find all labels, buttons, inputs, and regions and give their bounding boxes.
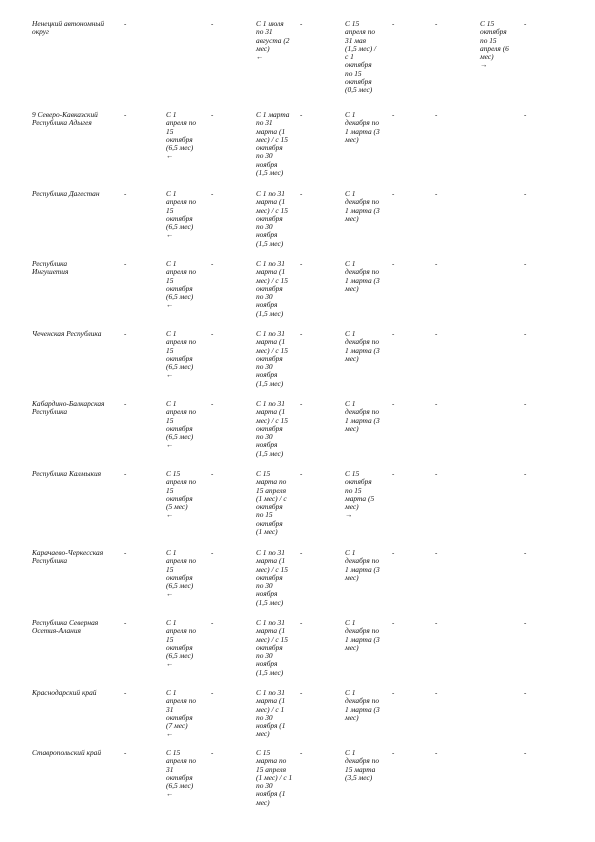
- dash-marker: -: [124, 689, 127, 697]
- period-cell-2: С 1 по 31 марта (1 мес) / с 15 октября по 30 ноября (1,5 мес): [256, 399, 288, 458]
- dash-marker: -: [392, 330, 395, 338]
- dash-marker: -: [124, 330, 127, 338]
- dash-marker: -: [392, 190, 395, 198]
- dash-marker: -: [524, 111, 527, 119]
- dash-marker: -: [524, 260, 527, 268]
- dash-marker: -: [392, 749, 395, 757]
- period-cell-3: С 15 апреля по 31 мая (1,5 мес) / с 1 октября по 15 октября (0,5 мес): [345, 19, 377, 95]
- period-cell-3: С 1 декабря по 1 марта (3 мес): [345, 110, 380, 144]
- period-cell-1: С 15 апреля по 15 октября (5 мес) ←: [166, 469, 197, 520]
- period-cell-1: С 1 апреля по 15 октября (6,5 мес) ←: [166, 110, 197, 161]
- dash-marker: -: [524, 470, 527, 478]
- dash-marker: -: [392, 689, 395, 697]
- period-cell-2: С 1 по 31 марта (1 мес) / с 15 октября по 30 ноября (1,5 мес): [256, 548, 288, 607]
- region-cell: Ненецкий автономный округ: [32, 19, 105, 37]
- dash-marker: -: [211, 689, 214, 697]
- dash-marker: -: [524, 619, 527, 627]
- dash-marker: -: [435, 470, 438, 478]
- period-cell-1: С 1 апреля по 15 октября (6,5 мес) ←: [166, 399, 197, 450]
- dash-marker: -: [300, 470, 303, 478]
- dash-marker: -: [435, 689, 438, 697]
- period-cell-1: С 1 апреля по 15 октября (6,5 мес) ←: [166, 259, 197, 310]
- period-cell-3: С 15 октября по 15 марта (5 мес) →: [345, 469, 375, 520]
- dash-marker: -: [300, 749, 303, 757]
- period-cell-2: С 1 по 31 марта (1 мес) / с 15 октября по 30 ноября (1,5 мес): [256, 189, 288, 248]
- period-cell-4: С 15 октября по 15 апреля (6 мес) →: [480, 19, 509, 70]
- dash-marker: -: [435, 400, 438, 408]
- period-cell-3: С 1 декабря по 15 марта (3,5 мес): [345, 748, 380, 782]
- dash-marker: -: [524, 549, 527, 557]
- dash-marker: -: [300, 330, 303, 338]
- dash-marker: -: [124, 260, 127, 268]
- dash-marker: -: [211, 190, 214, 198]
- region-cell: Кабардино-Балкарская Республика: [32, 399, 105, 417]
- dash-marker: -: [124, 20, 127, 28]
- period-cell-3: С 1 декабря по 1 марта (3 мес): [345, 259, 380, 293]
- region-cell: 9 Северо-Кавказский Республика Адыгея: [32, 110, 98, 128]
- dash-marker: -: [300, 619, 303, 627]
- dash-marker: -: [211, 20, 214, 28]
- dash-marker: -: [124, 619, 127, 627]
- period-cell-3: С 1 декабря по 1 марта (3 мес): [345, 399, 380, 433]
- dash-marker: -: [211, 749, 214, 757]
- dash-marker: -: [124, 749, 127, 757]
- period-cell-3: С 1 декабря по 1 марта (3 мес): [345, 189, 380, 223]
- period-cell-2: С 1 по 31 марта (1 мес) / с 15 октября по 30 ноября (1,5 мес): [256, 259, 288, 318]
- dash-marker: -: [300, 260, 303, 268]
- dash-marker: -: [392, 400, 395, 408]
- dash-marker: -: [300, 190, 303, 198]
- region-cell: Краснодарский край: [32, 688, 97, 697]
- region-cell: Карачаево-Черкесская Республика: [32, 548, 104, 566]
- dash-marker: -: [524, 190, 527, 198]
- dash-marker: -: [211, 549, 214, 557]
- period-cell-2: С 1 по 31 марта (1 мес) / с 15 октября по 30 ноября (1,5 мес): [256, 618, 288, 677]
- dash-marker: -: [435, 749, 438, 757]
- dash-marker: -: [524, 20, 527, 28]
- dash-marker: -: [392, 549, 395, 557]
- dash-marker: -: [435, 190, 438, 198]
- dash-marker: -: [211, 111, 214, 119]
- dash-marker: -: [435, 619, 438, 627]
- region-cell: Республика Северная Осетия-Алания: [32, 618, 99, 636]
- dash-marker: -: [124, 111, 127, 119]
- region-cell: Республика Калмыкия: [32, 469, 102, 478]
- dash-marker: -: [524, 749, 527, 757]
- period-cell-1: С 1 апреля по 31 октября (7 мес) ←: [166, 688, 197, 739]
- dash-marker: -: [300, 111, 303, 119]
- dash-marker: -: [211, 330, 214, 338]
- region-cell: Чеченская Республика: [32, 329, 102, 338]
- period-cell-3: С 1 декабря по 1 марта (3 мес): [345, 688, 380, 722]
- dash-marker: -: [435, 20, 438, 28]
- period-cell-2: С 15 марта по 15 апреля (1 мес) / с октября по 15 октября (1 мес): [256, 469, 287, 537]
- dash-marker: -: [435, 549, 438, 557]
- dash-marker: -: [392, 111, 395, 119]
- region-cell: Ставропольский край: [32, 748, 102, 757]
- dash-marker: -: [300, 549, 303, 557]
- dash-marker: -: [435, 330, 438, 338]
- period-cell-2: С 1 по 31 марта (1 мес) / с 15 октября по 30 ноября (1,5 мес): [256, 329, 288, 388]
- period-cell-1: С 1 апреля по 15 октября (6,5 мес) ←: [166, 189, 197, 240]
- period-cell-3: С 1 декабря по 1 марта (3 мес): [345, 618, 380, 652]
- dash-marker: -: [211, 260, 214, 268]
- dash-marker: -: [124, 190, 127, 198]
- dash-marker: -: [392, 260, 395, 268]
- dash-marker: -: [524, 400, 527, 408]
- dash-marker: -: [300, 689, 303, 697]
- dash-marker: -: [211, 470, 214, 478]
- dash-marker: -: [211, 619, 214, 627]
- period-cell-2: С 1 июля по 31 августа (2 мес) ←: [256, 19, 290, 62]
- period-cell-3: С 1 декабря по 1 марта (3 мес): [345, 548, 380, 582]
- dash-marker: -: [300, 400, 303, 408]
- dash-marker: -: [435, 111, 438, 119]
- dash-marker: -: [124, 470, 127, 478]
- dash-marker: -: [524, 689, 527, 697]
- period-cell-1: С 15 апреля по 31 октября (6,5 мес) ←: [166, 748, 197, 799]
- dash-marker: -: [435, 260, 438, 268]
- dash-marker: -: [124, 400, 127, 408]
- period-cell-1: С 1 апреля по 15 октября (6,5 мес) ←: [166, 548, 197, 599]
- dash-marker: -: [124, 549, 127, 557]
- region-cell: Республика Ингушетия: [32, 259, 69, 277]
- period-cell-2: С 1 марта по 31 марта (1 мес) / с 15 октября по 30 ноября (1,5 мес): [256, 110, 290, 178]
- period-cell-2: С 15 марта по 15 апреля (1 мес) / с 1 по 30 ноября (1 мес): [256, 748, 293, 807]
- period-cell-1: С 1 апреля по 15 октября (6,5 мес) ←: [166, 329, 197, 380]
- period-cell-1: С 1 апреля по 15 октября (6,5 мес) ←: [166, 618, 197, 669]
- dash-marker: -: [392, 619, 395, 627]
- period-cell-3: С 1 декабря по 1 марта (3 мес): [345, 329, 380, 363]
- dash-marker: -: [524, 330, 527, 338]
- dash-marker: -: [392, 470, 395, 478]
- dash-marker: -: [392, 20, 395, 28]
- period-cell-2: С 1 по 31 марта (1 мес) / с 1 по 30 ноября (1 мес): [256, 688, 286, 739]
- dash-marker: -: [300, 20, 303, 28]
- dash-marker: -: [211, 400, 214, 408]
- region-cell: Республика Дагестан: [32, 189, 100, 198]
